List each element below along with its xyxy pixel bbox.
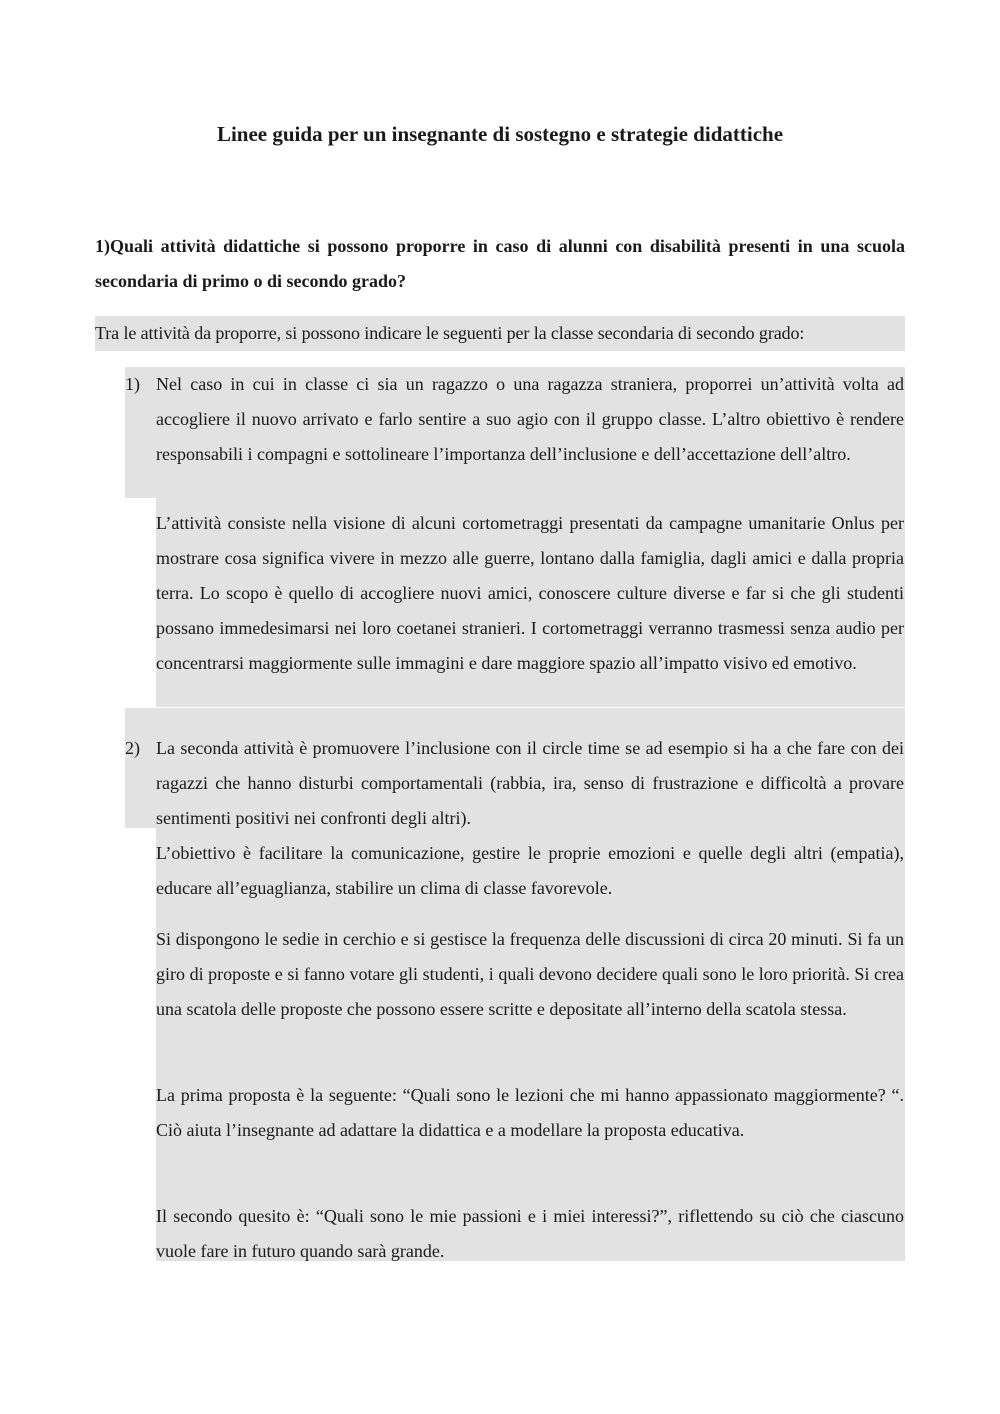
intro-paragraph: Tra le attività da proporre, si possono indicare le seguenti per la classe secondaria di secondo grado:	[95, 323, 805, 343]
list-number-2: 2)	[125, 738, 140, 758]
paragraph-first-proposal: La prima proposta è la seguente: “Quali sono le lezioni che mi hanno appassionato maggiormente? “. Ciò aiuta l’insegnante ad adattare la didattica e a modellare la proposta educativa.	[156, 1085, 904, 1140]
list-item-1-text: Nel caso in cui in classe ci sia un ragazzo o una ragazza straniera, proporrei un’attività volta ad accogliere il nuovo arrivato e farlo sentire a suo agio con il gruppo classe. L’altro obiettivo è rendere responsabili i compagni e sottolineare l’importanza dell’inclusione e dell’accettazione dell’altro.	[156, 374, 904, 464]
list-item-1-continuation: L’attività consiste nella visione di alcuni cortometraggi presentati da campagne umanitarie Onlus per mostrare cosa significa vivere in mezzo alle guerre, lontano dalla famiglia, dagli amici e dalla propria terra. Lo scopo è quello di accogliere nuovi amici, conoscere culture diverse e far si che gli studenti possano immedesimarsi nei loro coetanei stranieri. I cortometraggi verranno trasmessi senza audio per concentrarsi maggiormente sulle immagini e dare maggiore spazio all’impatto visivo ed emotivo.	[156, 513, 904, 673]
paragraph-second-question: Il secondo quesito è: “Quali sono le mie passioni e i miei interessi?”, riflettendo su ciò che ciascuno vuole fare in futuro quando sarà grande.	[156, 1206, 904, 1261]
list-item-2-text: La seconda attività è promuovere l’inclusione con il circle time se ad esempio si ha a che fare con dei ragazzi che hanno disturbi comportamentali (rabbia, ira, senso di frustrazione e difficoltà a provare sentimenti positivi nei confronti degli altri).	[156, 738, 904, 828]
list-item-2-objective: L’obiettivo è facilitare la comunicazione, gestire le proprie emozioni e quelle degli altri (empatia), educare all’eguaglianza, stabilire un clima di classe favorevole.	[156, 843, 904, 898]
question-heading: 1)Quali attività didattiche si possono proporre in caso di alunni con disabilità presenti in una scuola secondaria di primo o di secondo grado?	[95, 236, 905, 291]
page-title: Linee guida per un insegnante di sostegno e strategie didattiche	[216, 122, 784, 146]
list-number-1: 1)	[125, 374, 140, 394]
paragraph-circle-time: Si dispongono le sedie in cerchio e si gestisce la frequenza delle discussioni di circa 20 minuti. Si fa un giro di proposte e si fanno votare gli studenti, i quali devono decidere quali sono le loro priorità. Si crea una scatola delle proposte che possono essere scritte e depositate all’interno della scatola stessa.	[156, 929, 904, 1019]
